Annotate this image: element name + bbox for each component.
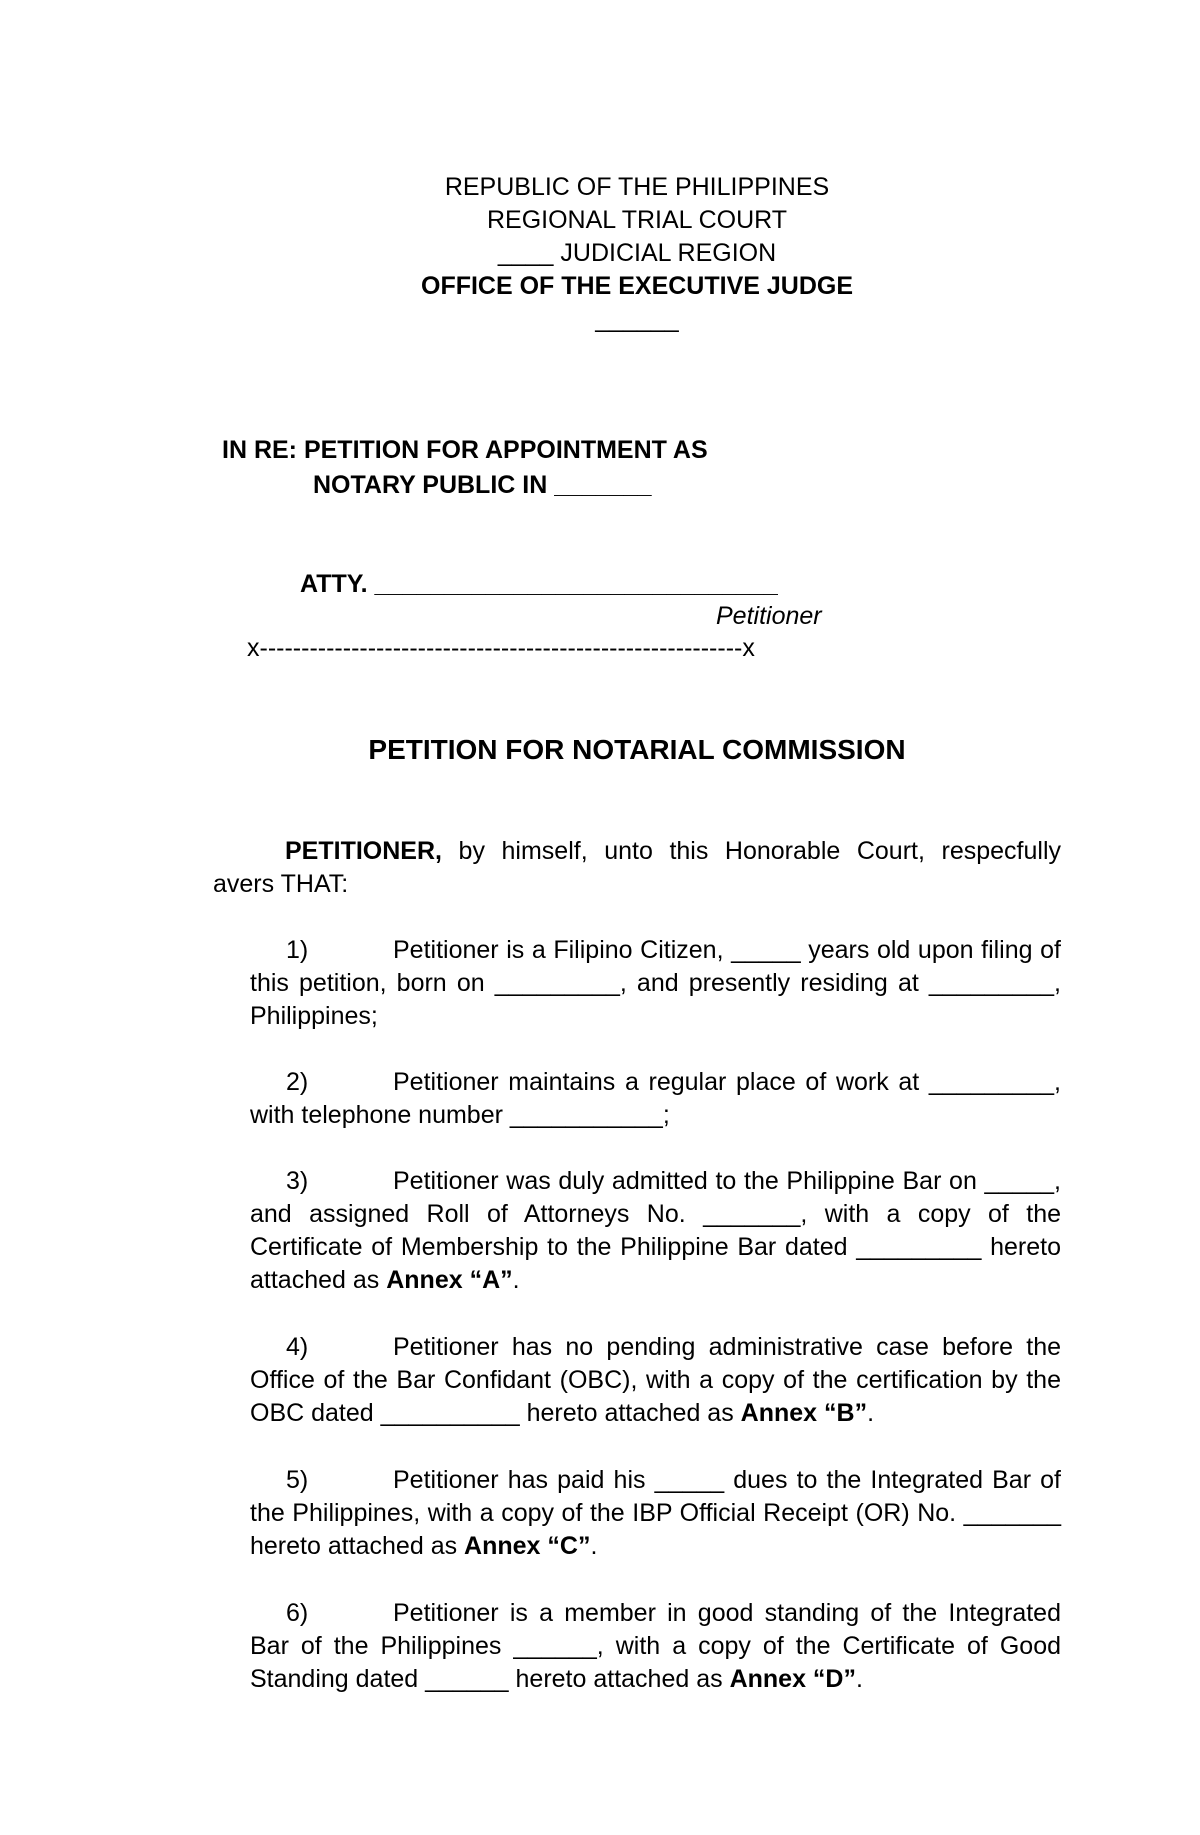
item-end: . [512,1266,520,1294]
item-number: 6) [286,1599,309,1627]
item-text: Petitioner was duly admitted to the Philippine Bar on _____, and assigned Roll of Attorneys No. _______, with a copy of the Certificate of Membership to the Philippine Bar dated _________ hereto attached as [250,1167,1061,1294]
item-number: 5) [286,1466,309,1494]
petitioner-label: Petitioner [716,602,822,630]
intro-paragraph [213,835,1061,901]
document-title: PETITION FOR NOTARIAL COMMISSION [368,734,906,765]
intro-lead: PETITIONER, [285,837,442,865]
header-court: REGIONAL TRIAL COURT [486,206,788,234]
list-item [250,1331,1061,1430]
intro-text: by himself, unto this Honorable Court, respecfully avers THAT: [213,837,1061,898]
annex-label: Annex [729,1665,806,1693]
header-region: ____ JUDICIAL REGION [497,239,777,267]
list-item [250,1464,1061,1563]
item-text: Petitioner maintains a regular place of work at _________, with telephone number ___________; [250,1068,1061,1129]
in-re-line1: IN RE: PETITION FOR APPOINTMENT AS [222,436,708,464]
header-office: OFFICE OF THE EXECUTIVE JUDGE [421,272,853,300]
annex-label: Annex [464,1532,541,1560]
annex-letter: “C” [547,1532,591,1560]
in-re-line2: NOTARY PUBLIC IN _______ [313,471,652,499]
annex-label: Annex [386,1266,463,1294]
atty-line: ATTY. _____________________________ [300,570,778,598]
annex-letter: “B” [824,1399,868,1427]
item-end: . [590,1532,598,1560]
item-number: 3) [286,1167,309,1195]
list-item [250,1597,1061,1696]
item-end: . [855,1665,863,1693]
list-item [250,1165,1061,1297]
item-end: . [867,1399,875,1427]
caption-separator: x----------------------------------------------------------x [247,634,755,662]
annex-letter: “D” [812,1665,856,1693]
annex-label: Annex [740,1399,818,1427]
header-blank: ______ [595,305,679,333]
item-number: 1) [286,936,309,964]
item-number: 4) [286,1333,309,1361]
item-text: Petitioner has no pending administrative case before the Office of the Bar Confidant (OBC), with a copy of the certification by the OBC dated __________ hereto attached as [250,1333,1061,1427]
item-text: Petitioner is a member in good standing of the Integrated Bar of the Philippines ______, with a copy of the Certificate of Good Standing dated ______ hereto attached as [250,1599,1061,1693]
list-item [250,934,1061,1033]
list-item [250,1066,1061,1132]
item-text: Petitioner is a Filipino Citizen, _____ years old upon filing of this petition, born on _________, and presently residing at _________, Philippines; [250,936,1061,1030]
item-number: 2) [286,1068,309,1096]
annex-letter: “A” [469,1266,513,1294]
header-republic: REPUBLIC OF THE PHILIPPINES [444,173,830,201]
item-text: Petitioner has paid his _____ dues to the Integrated Bar of the Philippines, with a copy of the IBP Official Receipt (OR) No. _______ hereto attached as [250,1466,1061,1560]
